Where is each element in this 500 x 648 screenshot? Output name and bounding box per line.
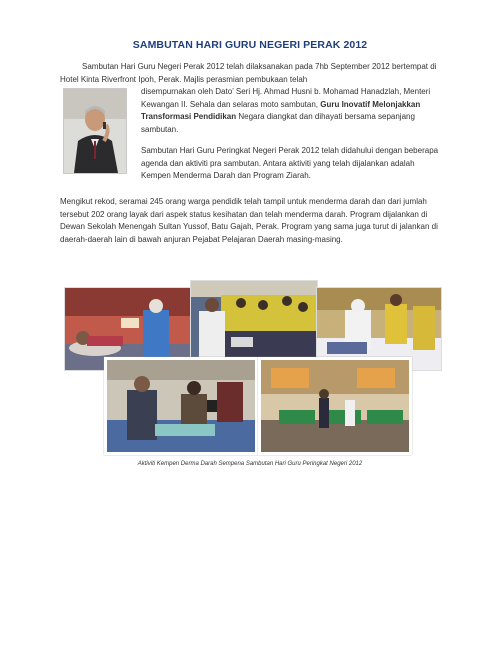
intro-text-end: Negara diangkat dan dihayati bersama sepanjang sambutan.: [141, 112, 415, 134]
photo-doctors-check: [104, 357, 258, 455]
intro-paragraph-continued: [141, 86, 441, 136]
blood-donation-paragraph: Mengikut rekod, seramai 245 orang warga pendidik telah tampil untuk menderma darah dan dari jumlah tersebut 202 orang layak dari aspek status kesihatan dan telah menderma darah. Program dijalankan di Dewan Sekolah Menengah Sultan Yussof, Batu Gajah, Perak. Program yang sama juga turut di jalankan di daerah-daerah lain di bawah anjuran Pejabat Pelajaran Daerah masing-masing.: [60, 197, 438, 244]
intro-paragraph: [60, 61, 440, 86]
photo-caption: Aktiviti Kempen Derma Darah Sempena Sambutan Hari Guru Peringkat Negeri 2012: [137, 461, 363, 467]
photo-donation-hall: [190, 280, 318, 364]
motto-text: Guru Inovatif Melonjakkan Transformasi Pendidikan: [141, 99, 421, 122]
intro-text: Sambutan Hari Guru Negeri Perak 2012 telah dilaksanakan pada 7hb September 2012 bertempat di Hotel Kinta Riverfront Ipoh, Perak. Majlis perasmian pembukaan telah: [60, 62, 437, 84]
page-title: SAMBUTAN HARI GURU NEGERI PERAK 2012: [132, 39, 368, 51]
pre-event-paragraph: Sambutan Hari Guru Peringkat Negeri Perak 2012 telah didahului dengan beberapa agenda dan aktiviti pra sambutan. Antara aktiviti yang telah dijalankan adalah Kempen Menderma Darah dan Program Ziarah.: [141, 146, 439, 181]
photo-blood-donation-ward: [258, 357, 412, 455]
intro-text-continued: disempurnakan oleh Dato’ Seri Hj. Ahmad Husni b. Mohamad Hanadzlah, Menteri Kewangan II. Sehala dan selaras moto sambutan,: [141, 87, 431, 109]
speaker-portrait: [63, 88, 127, 174]
